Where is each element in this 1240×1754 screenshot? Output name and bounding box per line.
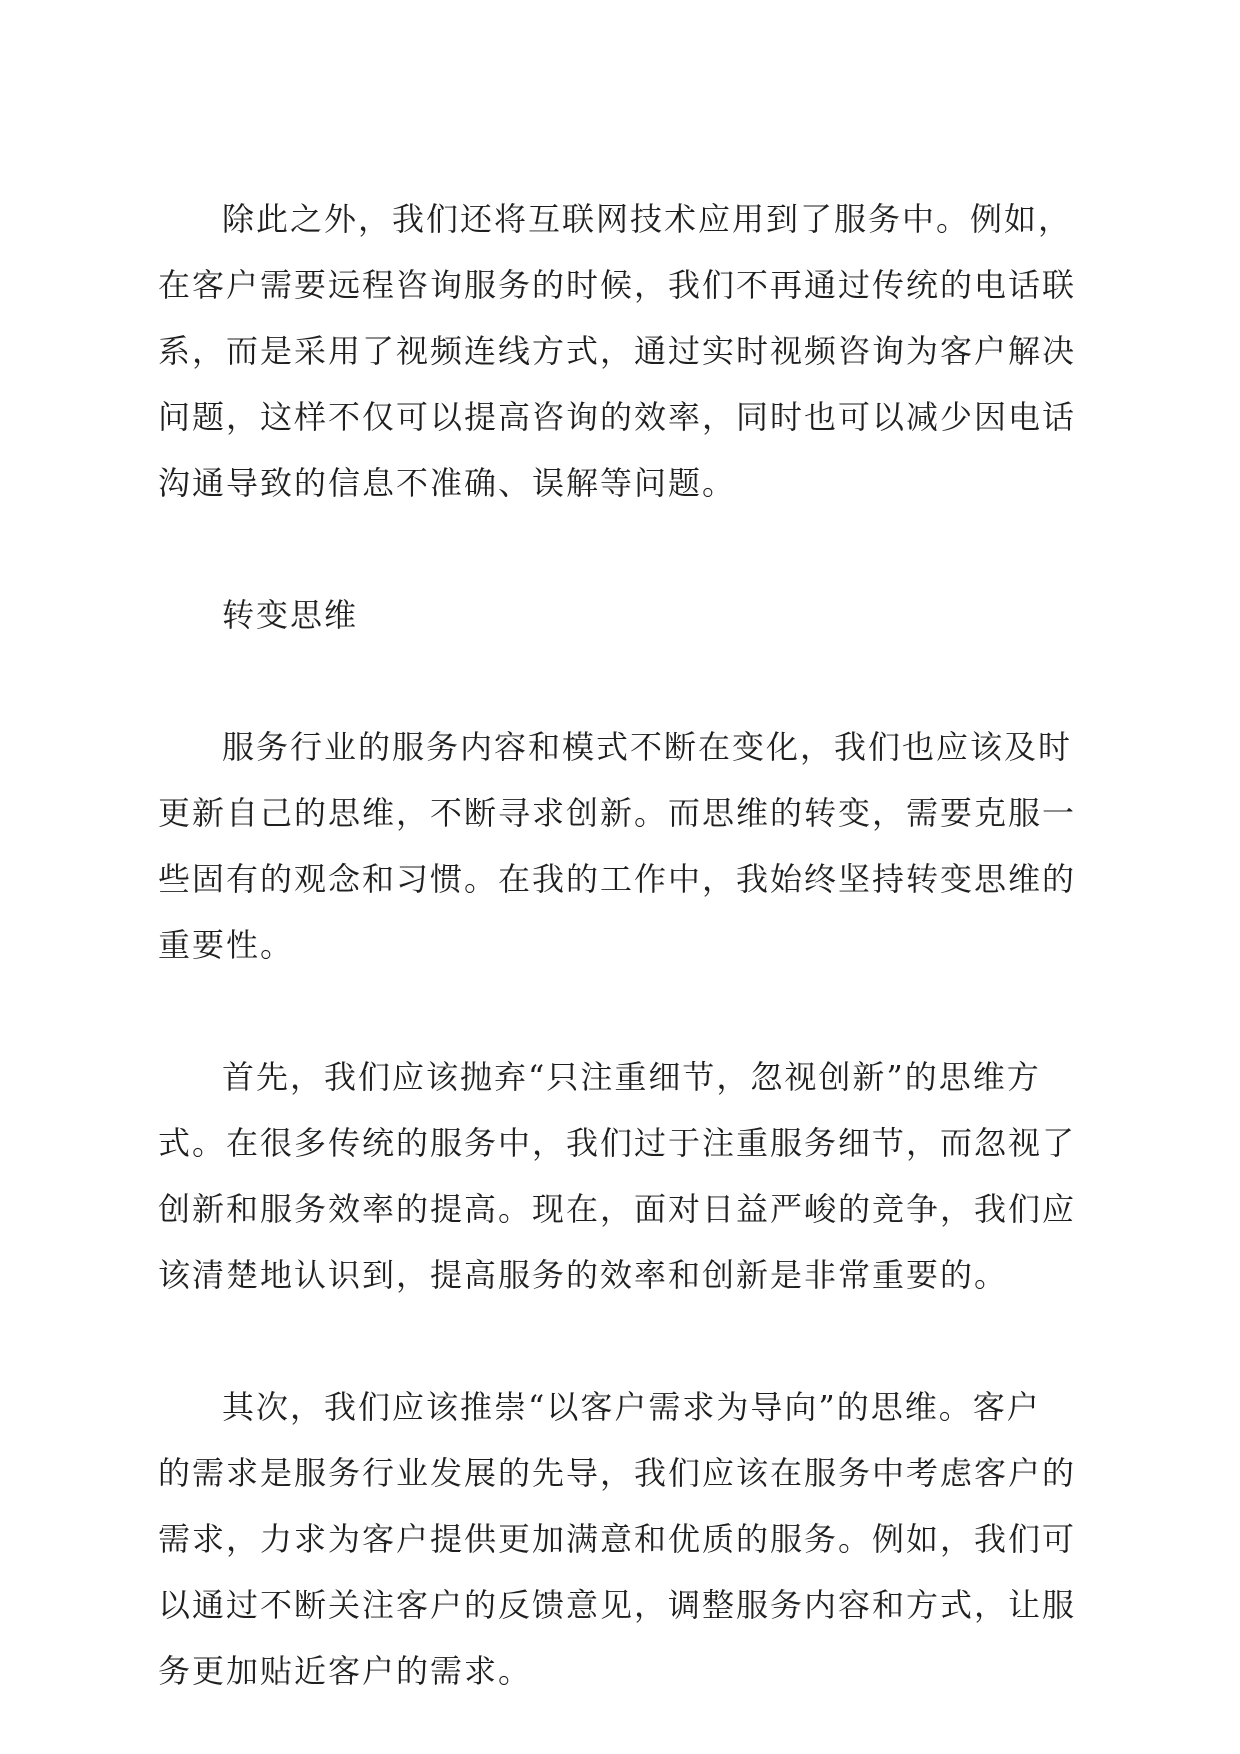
paragraph-second-point: [158, 1382, 1088, 1712]
text-line: 服务行业的服务内容和模式不断在变化，我们也应该及时: [222, 728, 1073, 766]
text-line: 创新和服务效率的提高。现在，面对日益严峻的竞争，我们应: [158, 1190, 1077, 1228]
text-line: 系，而是采用了视频连线方式，通过实时视频咨询为客户解决: [158, 332, 1077, 370]
text-line: 除此之外，我们还将互联网技术应用到了服务中。例如，: [222, 200, 1073, 238]
text-line: 首先，我们应该抛弃“只注重细节，忽视创新”的思维方: [222, 1058, 1041, 1096]
paragraph-first-point: [158, 1052, 1088, 1316]
section-heading: [158, 590, 1088, 656]
text-line: 式。在很多传统的服务中，我们过于注重服务细节，而忽视了: [158, 1124, 1077, 1162]
document-body: [158, 194, 1088, 1754]
text-line: 重要性。: [158, 926, 295, 964]
heading-text: 转变思维: [222, 596, 359, 634]
text-line: 些固有的观念和习惯。在我的工作中，我始终坚持转变思维的: [158, 860, 1077, 898]
text-line: 需求，力求为客户提供更加满意和优质的服务。例如，我们可: [158, 1520, 1077, 1558]
text-line: 其次，我们应该推崇“以客户需求为导向”的思维。客户: [222, 1388, 1041, 1426]
paragraph-change-thinking: [158, 722, 1088, 986]
text-line: 问题，这样不仅可以提高咨询的效率，同时也可以减少因电话: [158, 398, 1077, 436]
text-line: 该清楚地认识到，提高服务的效率和创新是非常重要的。: [158, 1256, 1009, 1294]
text-line: 务更加贴近客户的需求。: [158, 1652, 533, 1690]
text-line: 在客户需要远程咨询服务的时候，我们不再通过传统的电话联: [158, 266, 1077, 304]
text-line: 更新自己的思维，不断寻求创新。而思维的转变，需要克服一: [158, 794, 1077, 832]
text-line: 以通过不断关注客户的反馈意见，调整服务内容和方式，让服: [158, 1586, 1077, 1624]
text-line: 的需求是服务行业发展的先导，我们应该在服务中考虑客户的: [158, 1454, 1077, 1492]
paragraph-internet-service: [158, 194, 1088, 524]
text-line: 沟通导致的信息不准确、误解等问题。: [158, 464, 737, 502]
